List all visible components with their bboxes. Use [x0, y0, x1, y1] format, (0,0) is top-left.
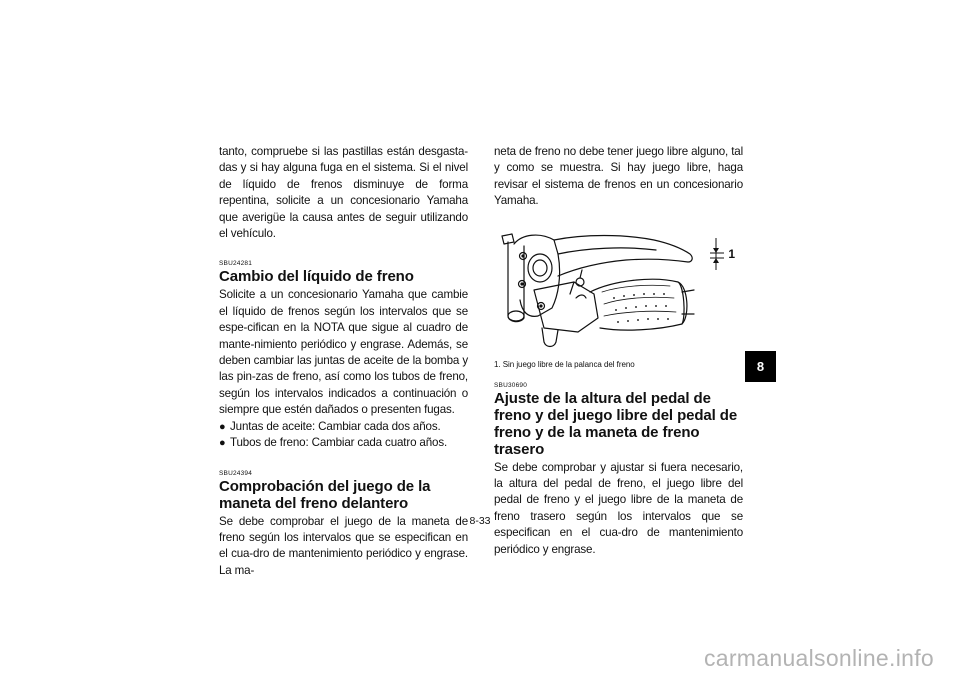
section-body-front-brake-lever: Se debe comprobar el juego de la maneta de freno según los intervalos que se especifican en el cua-dro de mantenimiento periódico y engrase. La ma-: [219, 514, 468, 577]
right-column: [494, 144, 743, 558]
list-item: ● Juntas de aceite: Cambiar cada dos años.: [219, 419, 468, 435]
callout-number: 1: [728, 246, 735, 261]
section-code: SBU24394: [219, 469, 253, 477]
section-code: SBU30690: [494, 381, 528, 389]
section-heading-brake-pedal: Ajuste de la altura del pedal de freno y del juego libre del pedal de freno y de la maneta de freno trasero: [494, 389, 738, 458]
section-code: SBU24281: [219, 260, 253, 268]
section-body-brake-fluid: Solicite a un concesionario Yamaha que cambie el líquido de frenos según los intervalos que se espe-cifican en la NOTA que sigue al cuadro de mante-nimiento periódico y engrase. Además, se deben cambiar las juntas de aceite de la bomba y las pin-zas de freno, así como los tubos de freno, según los intervalos indicados a continuación o siempre que estén dañados o presenten fugas.: [219, 288, 468, 417]
section-heading-brake-fluid: Cambio del líquido de freno: [219, 268, 414, 286]
page-number: 8-33: [469, 515, 491, 527]
list-item: ● Tubos de freno: Cambiar cada cuatro años.: [219, 435, 468, 451]
bullet-icon: ●: [219, 420, 226, 433]
section-tab: 8: [745, 351, 776, 382]
brake-lever-figure: [494, 220, 743, 355]
intro-paragraph: tanto, compruebe si las pastillas están desgasta-das y si hay alguna fuga en el sistema. Si el nivel de líquido de frenos disminuye de forma repentina, solicite a un concesionario Yamaha que averigüe la causa antes de seguir utilizando el vehículo.: [219, 145, 468, 241]
section-body-brake-pedal: Se debe comprobar y ajustar si fuera necesario, la altura del pedal de freno, el juego libre del pedal de freno y el juego libre de la maneta de freno trasero según los intervalos que se especifican en el cua-dro de mantenimiento periódico y engrase.: [494, 460, 743, 556]
figure-caption: 1. Sin juego libre de la palanca del freno: [494, 359, 635, 369]
bullet-icon: ●: [219, 437, 226, 450]
section-heading-front-brake-lever: Comprobación del juego de la maneta del freno delantero: [219, 477, 431, 512]
watermark: carmanualsonline.info: [703, 645, 934, 671]
bullet-list: [219, 419, 468, 452]
brake-lever-illustration-icon: [494, 220, 743, 355]
left-column: [219, 144, 468, 579]
continued-paragraph: neta de freno no debe tener juego libre alguno, tal y como se muestra. Si hay juego libre, haga revisar el sistema de frenos en un concesionario Yamaha.: [494, 145, 743, 208]
